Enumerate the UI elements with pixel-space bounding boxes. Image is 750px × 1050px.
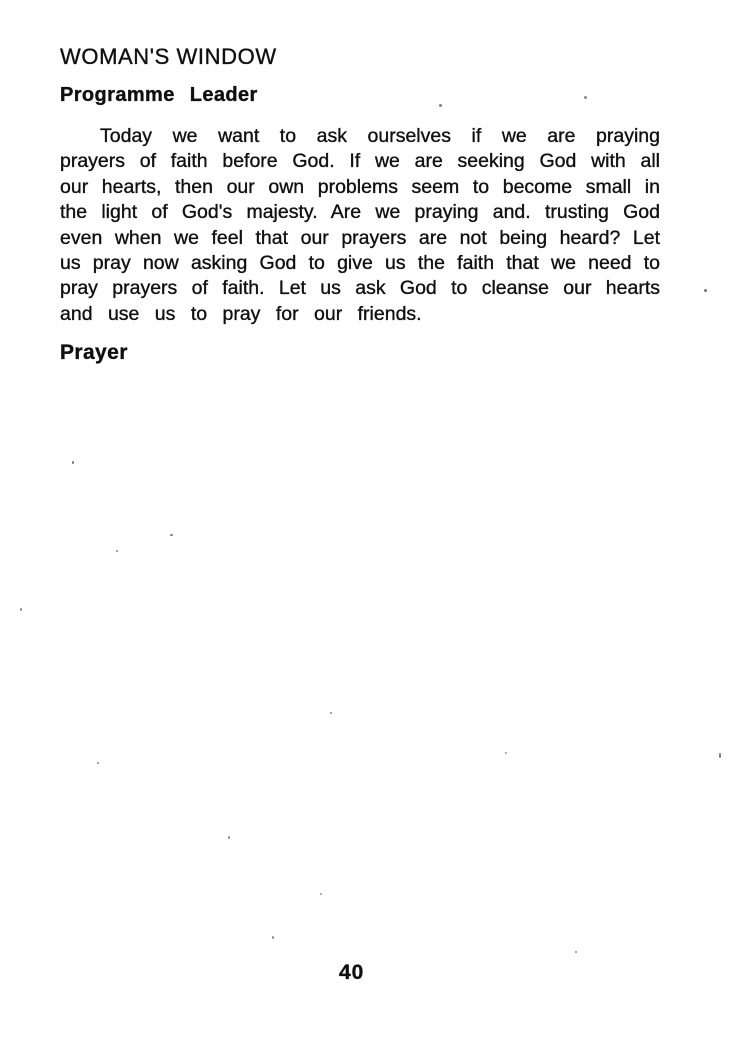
scan-speck <box>439 104 442 107</box>
paragraph-line: and use us to pray for our friends. <box>60 302 422 325</box>
page-title: WOMAN'S WINDOW <box>60 44 277 69</box>
scan-speck <box>72 461 74 464</box>
paragraph-line: Today we want to ask ourselves if we are praying <box>100 125 660 147</box>
paragraph-line: prayers of faith before God. If we are seeking God with all <box>60 150 660 173</box>
page-number: 40 <box>339 961 365 984</box>
scan-speck <box>505 752 507 754</box>
scan-speck <box>330 712 332 714</box>
scan-speck <box>719 753 721 758</box>
scan-speck <box>320 893 322 895</box>
scan-speck <box>272 936 274 939</box>
prayer-heading: Prayer <box>60 341 128 364</box>
scan-speck <box>170 534 173 536</box>
programme-leader-heading: Programme Leader <box>60 84 258 106</box>
scan-speck <box>704 289 707 292</box>
paragraph-line: us pray now asking God to give us the faith that we need to <box>60 251 660 274</box>
paragraph-line: our hearts, then our own problems seem to become small in <box>60 175 660 198</box>
paragraph-line: pray prayers of faith. Let us ask God to cleanse our hearts <box>60 277 660 300</box>
scan-speck <box>584 96 587 99</box>
paragraph-line: even when we feel that our prayers are not being heard? Let <box>60 226 660 249</box>
scan-speck <box>575 951 577 953</box>
scan-speck <box>228 836 230 839</box>
paragraph-line: the light of God's majesty. Are we praying and. trusting God <box>60 201 660 224</box>
scan-speck <box>116 550 118 552</box>
scan-speck <box>20 608 22 611</box>
body-paragraph <box>60 124 660 327</box>
scan-speck <box>97 762 99 764</box>
